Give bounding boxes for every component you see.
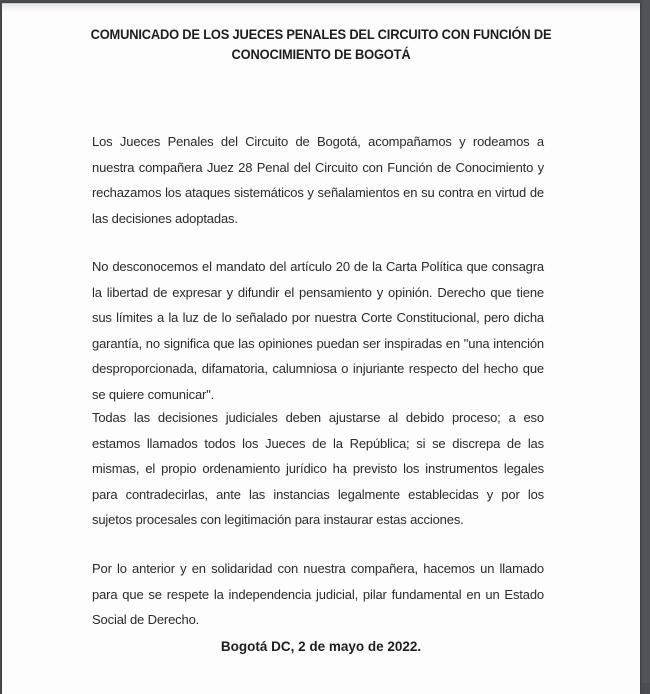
title-line-2: CONOCIMIENTO DE BOGOTÁ xyxy=(231,46,411,62)
title-line-1: COMUNICADO DE LOS JUECES PENALES DEL CIRCUITO CON FUNCIÓN DE xyxy=(90,26,552,42)
document-title xyxy=(28,24,615,64)
paragraph-2: No desconocemos el mandato del artículo 20 de la Carta Política que consagra la libertad de expresar y difundir el pensamiento y opinión. Derecho que tiene sus límites a la luz de lo señalado por nuestra Corte Constitucional, pero dicha garantía, no significa que las opiniones puedan ser inspiradas en "una intención desproporcionada, difamatoria, calumniosa o injuriante respecto del hecho que se quiere comunicar". xyxy=(92,259,544,402)
place-date-signoff: Bogotá DC, 2 de mayo de 2022. xyxy=(220,639,422,654)
paragraph-1: Los Jueces Penales del Circuito de Bogotá, acompañamos y rodeamos a nuestra compañera Juez 28 Penal del Circuito con Función de Conocimiento y rechazamos los ataques sistemáticos y señalamientos en su contra en virtud de las decisiones adoptadas. xyxy=(92,134,544,226)
viewer-right-edge xyxy=(642,0,650,683)
paragraph-3: Todas las decisiones judiciales deben ajustarse al debido proceso; a eso estamos llamados todos los Jueces de la República; si se discrepa de las mismas, el propio ordenamiento jurídico ha previsto los instrumentos legales para contradecirlas, ante las instancias legalmente establecidas y por los sujetos procesales con legitimación para instaurar estas acciones. xyxy=(92,410,544,527)
page-top-shadow xyxy=(2,4,640,12)
paragraph-4: Por lo anterior y en solidaridad con nuestra compañera, hacemos un llamado para que se respete la independencia judicial, pilar fundamental en un Estado Social de Derecho. xyxy=(92,561,544,627)
document-page xyxy=(2,3,640,694)
